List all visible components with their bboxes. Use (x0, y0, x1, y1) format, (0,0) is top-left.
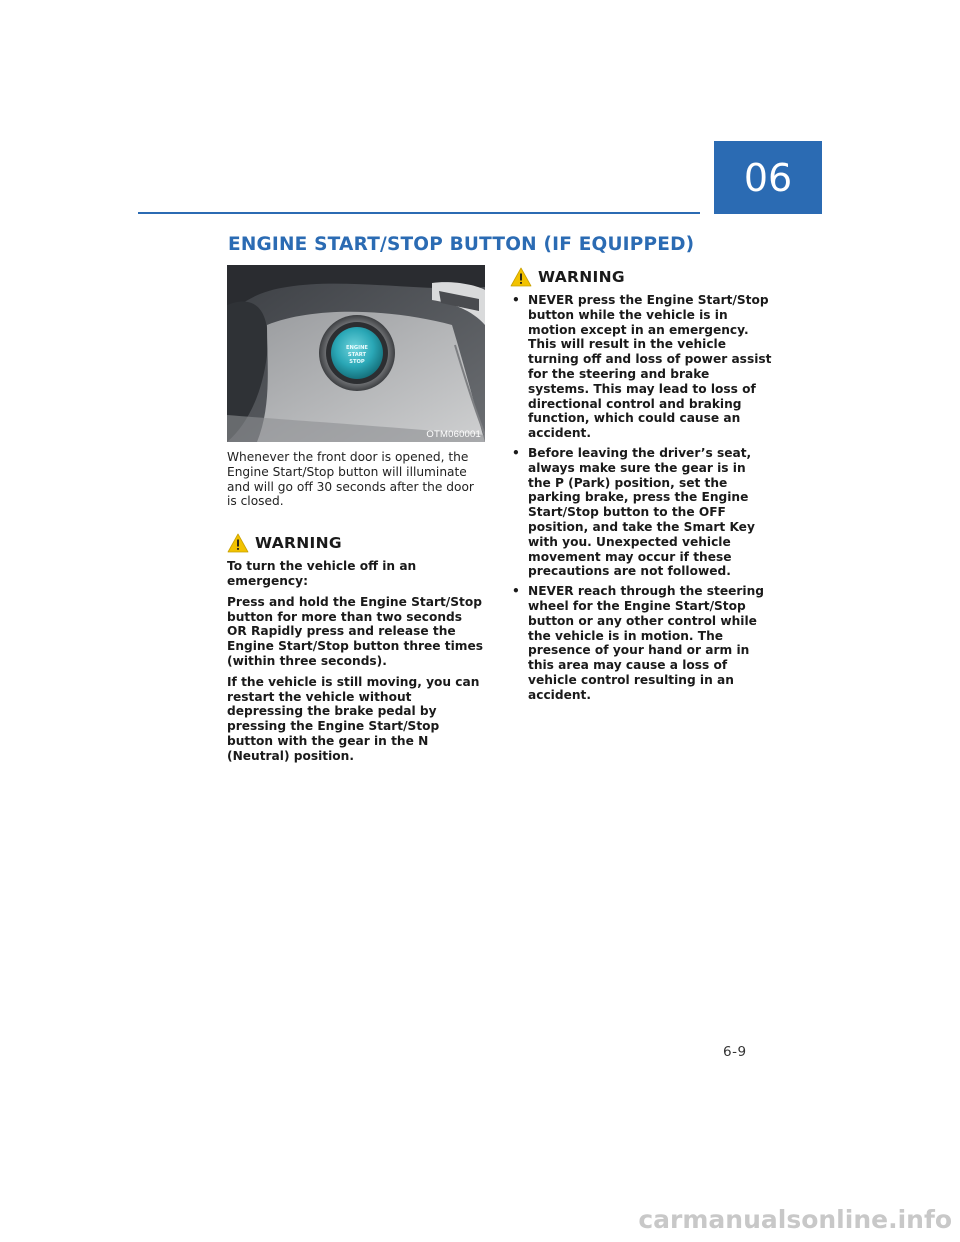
warning-title: WARNING (255, 534, 342, 553)
warning-title: WARNING (538, 268, 625, 286)
section-title: ENGINE START/STOP BUTTON (IF EQUIPPED) (228, 234, 695, 255)
warning-paragraph: To turn the vehicle off in an emergency: (227, 559, 417, 588)
warning-item-text: NEVER reach through the steering wheel for the Engine Start/Stop button or any other control while the vehicle is in motion. The presence of your hand or arm in this area may cause a loss of vehicle control resulting in an accident. (528, 584, 764, 702)
bullet: • (512, 584, 520, 599)
bullet: • (512, 445, 520, 460)
intro-paragraph: Whenever the front door is opened, the Engine Start/Stop button will illuminate and will go off 30 seconds after the door is closed. (227, 450, 474, 509)
chapter-header-rule (138, 212, 700, 214)
svg-text:STOP: STOP (349, 359, 365, 365)
warning-heading (227, 533, 485, 553)
chapter-tab: 06 (714, 141, 822, 214)
list-item (510, 584, 772, 702)
page-number: 6-9 (723, 1044, 747, 1060)
engine-start-button-photo (227, 265, 485, 442)
dashboard-illustration (227, 265, 485, 442)
warning-item-text: NEVER press the Engine Start/Stop button while the vehicle is in motion except in an emergency. This will result in the vehicle turning off and loss of power assist for the steering and brake systems. This may lead to loss of directional control and braking function, which could cause an accident. (528, 293, 772, 441)
figure-code: OTM060001 (426, 429, 481, 440)
warning-item-text: Before leaving the driver’s seat, always make sure the gear is in the P (Park) position, set the parking brake, press the Engine Start/Stop button to the OFF position, and take the Smart Key with you. Unexpected vehicle movement may occur if these precautions are not followed. (528, 445, 755, 579)
warning-triangle-icon (227, 533, 249, 553)
right-column (510, 267, 772, 708)
left-column (227, 265, 485, 764)
warning-list (510, 293, 772, 703)
warning-paragraph: Press and hold the Engine Start/Stop button for more than two seconds OR Rapidly press and release the Engine Start/Stop button three times (within three seconds). (227, 594, 484, 668)
list-item (510, 446, 772, 579)
bullet: • (512, 293, 520, 307)
list-item (510, 293, 772, 441)
svg-text:START: START (347, 352, 367, 358)
warning-heading (510, 267, 772, 287)
warning-triangle-icon (510, 267, 532, 287)
svg-text:ENGINE: ENGINE (346, 345, 368, 351)
watermark: carmanualsonline.info (638, 1205, 952, 1234)
warning-paragraph: If the vehicle is still moving, you can restart the vehicle without depressing the brake pedal by pressing the Engine Start/Stop button with the gear in the N (Neutral) position. (227, 674, 480, 763)
